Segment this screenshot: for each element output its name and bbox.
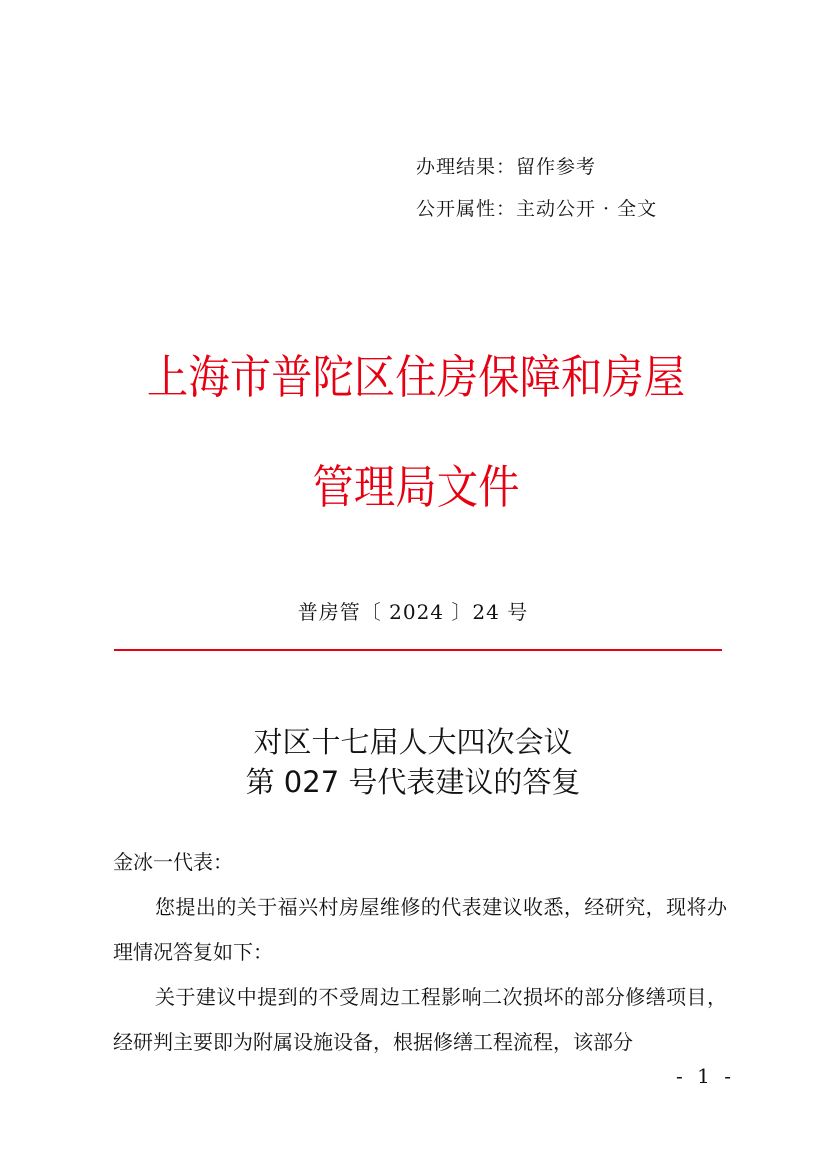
page-number: - 1 - xyxy=(676,1064,735,1088)
red-divider-line xyxy=(114,649,722,651)
handling-result-value: 留作参考 xyxy=(516,156,597,178)
document-subject xyxy=(0,722,826,802)
disclosure-attribute xyxy=(416,194,657,221)
handling-result-label: 办理结果： xyxy=(416,156,517,178)
disclosure-attribute-label: 公开属性： xyxy=(416,198,517,220)
subject-line-1: 对区十七届人大四次会议 xyxy=(253,725,573,759)
salutation: 金冰一代表： xyxy=(113,850,233,874)
disclosure-attribute-value: 主动公开 · 全文 xyxy=(516,198,658,220)
subject-line-2: 第 027 号代表建议的答复 xyxy=(245,765,581,799)
handling-result xyxy=(416,152,596,179)
document-number: 普房管〔 2024 〕24 号 xyxy=(297,600,529,624)
body-paragraph-1: 您提出的关于福兴村房屋维修的代表建议收悉，经研究，现将办理情况答复如下： xyxy=(113,895,727,964)
issuing-authority-title: 上海市普陀区住房保障和房屋管理局文件 xyxy=(146,350,686,514)
body-paragraph-2: 关于建议中提到的不受周边工程影响二次损坏的部分修缮项目，经研判主要即为附属设施设备，根据修缮工程流程，该部分 xyxy=(113,985,727,1054)
